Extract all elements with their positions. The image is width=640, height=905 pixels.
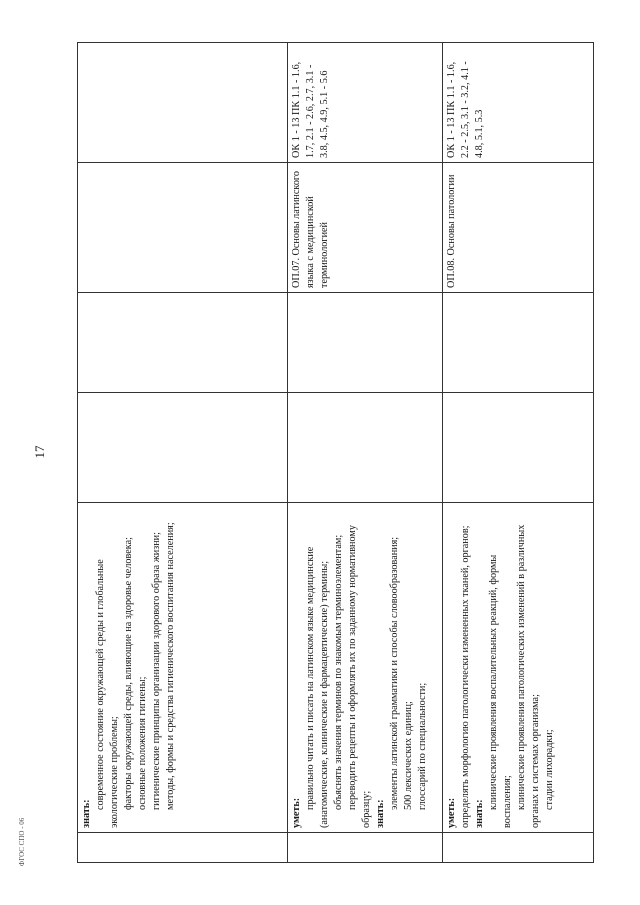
content-line: знать: (375, 799, 386, 828)
content-line: 500 лексических единиц; (403, 701, 414, 810)
discipline-cell: ОП.08. Основы патологии (443, 163, 594, 293)
table-row (78, 43, 288, 863)
curriculum-table (77, 42, 594, 863)
footer-code: ФГОС СПО - 06 (18, 817, 26, 867)
competencies-cell (78, 43, 288, 163)
content-line: знать: (474, 799, 485, 828)
index-cell (288, 833, 443, 863)
discipline-cell (78, 163, 288, 293)
content-line: клинические проявления патологических изменений в различных органах и системах организма; (516, 524, 541, 828)
content-line: элементы латинской грамматики и способы словообразования; (389, 536, 400, 810)
content-line: факторы окружающей среды, влияющие на здоровье человека; (123, 537, 134, 810)
content-line: глоссарий по специальности; (417, 682, 428, 810)
content-line: методы, формы и средства гигиенического воспитания населения; (165, 522, 176, 810)
table-row (288, 43, 443, 863)
content-line: знать: (81, 799, 92, 828)
content-line: объяснять значения терминов по знакомым терминоэлементам; (333, 534, 344, 810)
content-line: основные положения гигиены; (137, 676, 148, 810)
content-line: современное состояние окружающей среды и глобальные экологические проблемы; (95, 559, 120, 828)
table-row (443, 43, 594, 863)
hours-cell (288, 293, 443, 393)
hours-cell (78, 393, 288, 503)
table-container (77, 43, 593, 863)
content-cell (443, 503, 594, 833)
hours-cell (288, 393, 443, 503)
content-line: стадии лихорадки; (544, 729, 555, 810)
page-number: 17 (32, 445, 47, 459)
content-line: правильно читать и писать на латинском языке медицинские (анатомические, клинические и фармацевтические) термины; (305, 546, 330, 828)
content-line: уметь: (291, 797, 302, 828)
index-cell (443, 833, 594, 863)
content-line: гигиенические принципы организации здорового образа жизни; (151, 532, 162, 810)
content-line: переводить рецепты и оформлять их по заданному нормативному образцу; (347, 525, 372, 828)
content-line: клинические проявления воспалительных реакций, формы воспаления; (488, 554, 513, 828)
content-line: уметь: (446, 797, 457, 828)
discipline-cell: ОП.07. Основы латинского языка с медицинской терминологией (288, 163, 443, 293)
hours-cell (78, 293, 288, 393)
index-cell (78, 833, 288, 863)
hours-cell (443, 393, 594, 503)
content-cell (78, 503, 288, 833)
hours-cell (443, 293, 594, 393)
competencies-cell: ОК 1 - 13 ПК 1.1 - 1.6, 2.2 - 2.5, 3.1 - 3.2, 4.1 - 4.8, 5.1, 5.3 (443, 43, 594, 163)
content-cell (288, 503, 443, 833)
competencies-cell: ОК 1 - 13 ПК 1.1 - 1.6, 1.7, 2.1 - 2.6, 2.7, 3.1 - 3.8, 4.5, 4.9, 5.1 - 5.6 (288, 43, 443, 163)
content-line: определять морфологию патологически измененных тканей, органов; (460, 525, 471, 828)
